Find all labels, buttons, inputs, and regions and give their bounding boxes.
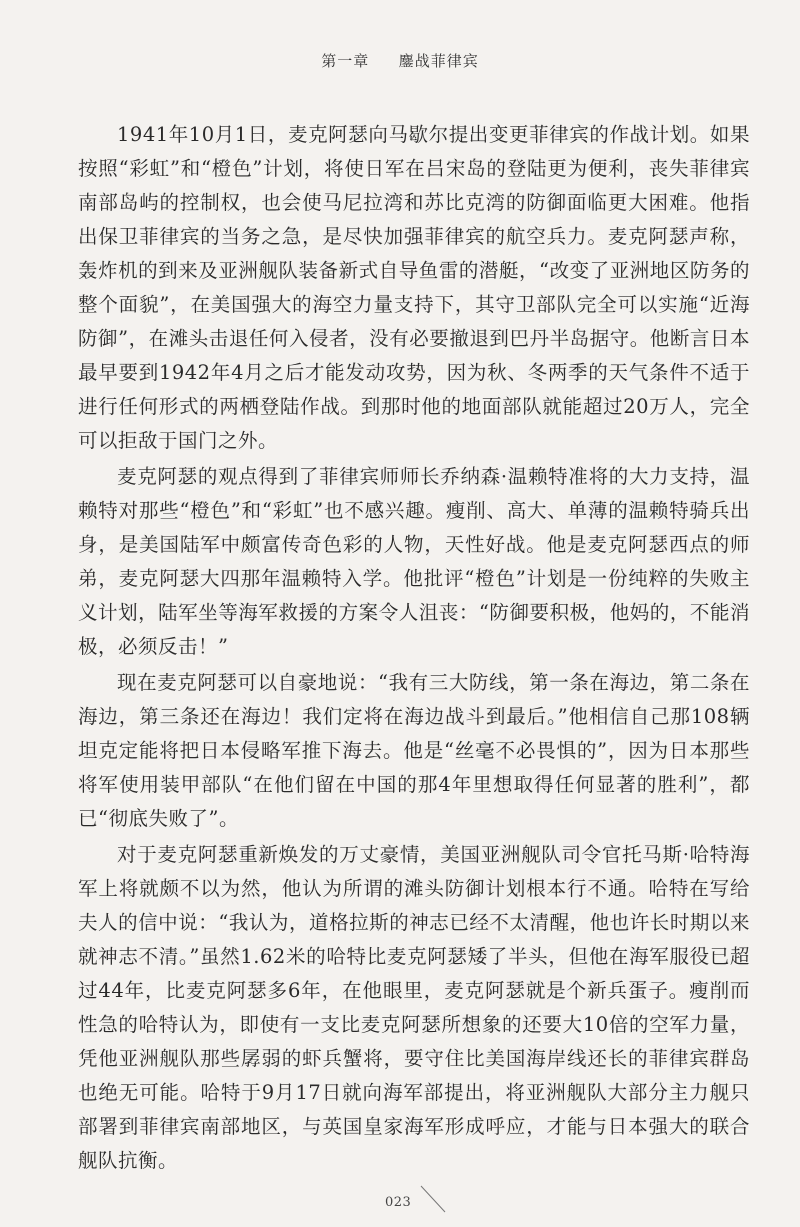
- paragraph-4: 对于麦克阿瑟重新焕发的万丈豪情，美国亚洲舰队司令官托马斯·哈特海军上将就颇不以为然，他认为所谓的滩头防御计划根本行不通。哈特在写给夫人的信中说：“我认为，道格拉斯的神志已经不太清醒，他也许长时期以来就神志不清。”虽然1.62米的哈特比麦克阿瑟矮了半头，但他在海军服役已超过44年，比麦克阿瑟多6年，在他眼里，麦克阿瑟就是个新兵蛋子。瘦削而性急的哈特认为，即使有一支比麦克阿瑟所想象的还要大10倍的空军力量，凭他亚洲舰队那些孱弱的虾兵蟹将，要守住比美国海岸线还长的菲律宾群岛也绝无可能。哈特于9月17日就向海军部提出，将亚洲舰队大部分主力舰只部署到菲律宾南部地区，与英国皇家海军形成呼应，才能与日本强大的联合舰队抗衡。: [78, 843, 750, 1172]
- paragraph-1: 1941年10月1日，麦克阿瑟向马歇尔提出变更菲律宾的作战计划。如果按照“彩虹”和“橙色”计划，将使日军在吕宋岛的登陆更为便利，丧失菲律宾南部岛屿的控制权，也会使马尼拉湾和苏比克湾的防御面临更大困难。他指出保卫菲律宾的当务之急，是尽快加强菲律宾的航空兵力。麦克阿瑟声称，轰炸机的到来及亚洲舰队装备新式自导鱼雷的潜艇，“改变了亚洲地区防务的整个面貌”，在美国强大的海空力量支持下，其守卫部队完全可以实施“近海防御”，在滩头击退任何入侵者，没有必要撤退到巴丹半岛据守。他断言日本最早要到1942年4月之后才能发动攻势，因为秋、冬两季的天气条件不适于进行任何形式的两栖登陆作战。到那时他的地面部队就能超过20万人，完全可以拒敌于国门之外。: [78, 123, 750, 452]
- running-header: [0, 50, 800, 71]
- chapter-title: 鏖战菲律宾: [398, 52, 479, 70]
- page-number: 023: [385, 1195, 412, 1210]
- paragraph-2: 麦克阿瑟的观点得到了菲律宾师师长乔纳森·温赖特准将的大力支持，温赖特对那些“橙色”和“彩虹”也不感兴趣。瘦削、高大、单薄的温赖特骑兵出身，是美国陆军中颇富传奇色彩的人物，天性好战。他是麦克阿瑟西点的师弟，麦克阿瑟大四那年温赖特入学。他批评“橙色”计划是一份纯粹的失败主义计划，陆军坐等海军救援的方案令人沮丧：“防御要积极，他妈的，不能消极，必须反击！”: [78, 465, 750, 658]
- body-text: [78, 118, 750, 1178]
- page-corner-decoration: [415, 1180, 475, 1220]
- paragraph-3: 现在麦克阿瑟可以自豪地说：“我有三大防线，第一条在海边，第二条在海边，第三条还在海边！我们定将在海边战斗到最后。”他相信自己那108辆坦克定能将把日本侵略军推下海去。他是“丝毫不必畏惧的”，因为日本那些将军使用装甲部队“在他们留在中国的那4年里想取得任何显著的胜利”，都已“彻底失败了”。: [78, 671, 750, 830]
- chapter-label: 第一章: [321, 52, 370, 70]
